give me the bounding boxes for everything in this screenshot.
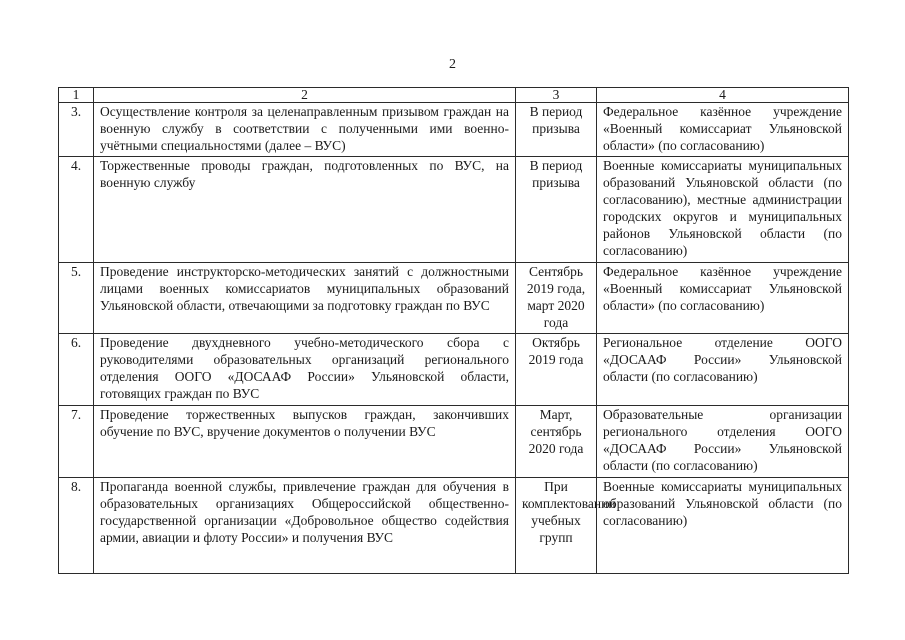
period-cell: Март, сентябрь 2020 года <box>516 406 597 478</box>
plan-table <box>58 87 849 574</box>
period-cell: Сентябрь 2019 года, март 2020 года <box>516 263 597 334</box>
responsible-cell: Военные комиссариаты муниципальных образований Ульяновской области (по согласованию), местные администрации городских округов и муниципальных районов Ульяновской области (по согласованию) <box>597 157 849 263</box>
header-col-2: 2 <box>94 88 516 103</box>
table-row <box>59 157 849 263</box>
period-cell: При комплектовании учебных групп <box>516 478 597 574</box>
table-row <box>59 103 849 157</box>
header-col-3: 3 <box>516 88 597 103</box>
header-row <box>59 88 849 103</box>
table-row <box>59 406 849 478</box>
table-row <box>59 478 849 574</box>
responsible-cell: Федеральное казённое учреждение «Военный комиссариат Ульяновской области» (по согласованию) <box>597 263 849 334</box>
row-number: 8. <box>59 478 94 574</box>
row-number: 7. <box>59 406 94 478</box>
period-cell: Октябрь 2019 года <box>516 334 597 406</box>
table-row <box>59 263 849 334</box>
responsible-cell: Федеральное казённое учреждение «Военный комиссариат Ульяновской области» (по согласованию) <box>597 103 849 157</box>
responsible-cell: Образовательные организации регионального отделения ООГО «ДОСААФ России» Ульяновской области (по согласованию) <box>597 406 849 478</box>
period-cell: В период призыва <box>516 103 597 157</box>
table-row <box>59 334 849 406</box>
page-number: 2 <box>449 57 456 72</box>
header-col-4: 4 <box>597 88 849 103</box>
activity-cell: Пропаганда военной службы, привлечение граждан для обучения в образовательных организациях Общероссийской общественно-государственной организации «Добровольное общество содействия армии, авиации и флоту России» и получения ВУС <box>94 478 516 574</box>
activity-cell: Торжественные проводы граждан, подготовленных по ВУС, на военную службу <box>94 157 516 263</box>
row-number: 3. <box>59 103 94 157</box>
responsible-cell: Военные комиссариаты муниципальных образований Ульяновской области (по согласованию) <box>597 478 849 574</box>
row-number: 6. <box>59 334 94 406</box>
activity-cell: Проведение торжественных выпусков граждан, закончивших обучение по ВУС, вручение документов о получении ВУС <box>94 406 516 478</box>
header-col-1: 1 <box>59 88 94 103</box>
activity-cell: Проведение инструкторско-методических занятий с должностными лицами военных комиссариатов муниципальных образований Ульяновской области, отвечающими за подготовку граждан по ВУС <box>94 263 516 334</box>
row-number: 5. <box>59 263 94 334</box>
row-number: 4. <box>59 157 94 263</box>
activity-cell: Осуществление контроля за целенаправленным призывом граждан на военную службу в соответствии с полученными ими военно-учётными специальностями (далее – ВУС) <box>94 103 516 157</box>
period-cell: В период призыва <box>516 157 597 263</box>
activity-cell: Проведение двухдневного учебно-методического сбора с руководителями образовательных организаций регионального отделения ООГО «ДОСААФ России» Ульяновской области, готовящих граждан по ВУС <box>94 334 516 406</box>
responsible-cell: Региональное отделение ООГО «ДОСААФ России» Ульяновской области (по согласованию) <box>597 334 849 406</box>
